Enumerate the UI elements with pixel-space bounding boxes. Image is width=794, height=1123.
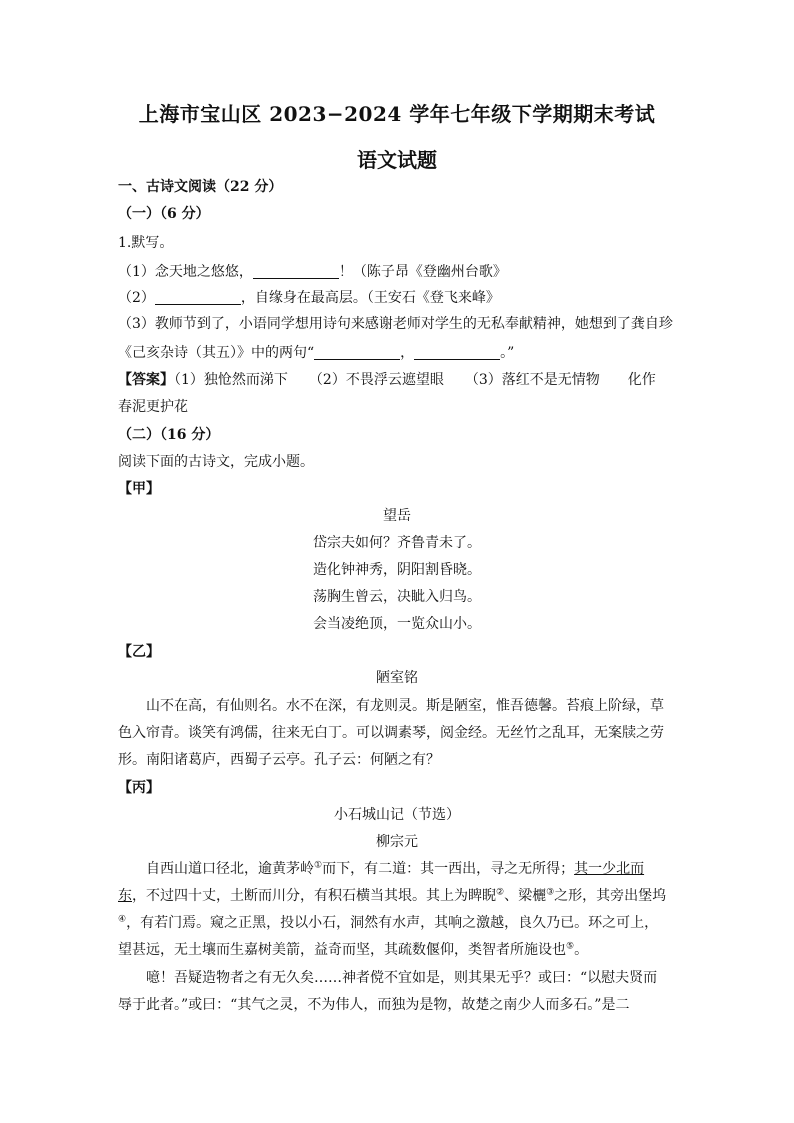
- exam-title: 上海市宝山区 2023−2024 学年七年级下学期期末考试: [138, 102, 656, 126]
- bing-label: 【丙】: [118, 780, 160, 796]
- essay-line: [118, 943, 588, 957]
- question-1: 1.默写。: [118, 235, 174, 251]
- footnote-marker: ②: [496, 887, 505, 898]
- answer-blank: [253, 264, 339, 279]
- essay-line: [118, 862, 644, 876]
- text-segment: 、梁欐: [504, 888, 547, 904]
- poem-line: 荡胸生曾云，决眦入归鸟。: [313, 589, 481, 605]
- text-segment: 自西山道口径北，逾黄茅岭: [118, 861, 314, 877]
- essay-line: 噫！吾疑造物者之有无久矣……神者傥不宜如是，则其果无乎？或曰：“以慰夫贤而: [118, 970, 658, 986]
- question-1-3-suffix: 。”: [500, 345, 515, 361]
- section-heading: 一、古诗文阅读（22 分）: [118, 179, 283, 195]
- text-segment: ，有若门焉。窥之正黑，投以小石，洞然有水声，其响之激越，良久乃已。环之可上，: [126, 915, 659, 931]
- question-1-1: [118, 264, 507, 279]
- text-segment: ，不过四十丈，土断而川分，有积石横当其垠。其上为睥睨: [132, 888, 496, 904]
- essay-line: 形。南阳诸葛庐，西蜀子云亭。孔子云：何陋之有？: [118, 752, 440, 768]
- yi-label: 【乙】: [118, 644, 160, 660]
- question-1-2: [118, 290, 500, 305]
- footnote-marker: ④: [118, 914, 127, 925]
- question-1-3-prefix: 《己亥杂诗（其五）》中的两句“: [118, 345, 315, 361]
- text-segment: 而下，有二道：其一西出，寻之无所得；: [322, 861, 575, 877]
- part2-intro: 阅读下面的古诗文，完成小题。: [118, 454, 314, 470]
- part2-heading: （二）（16 分）: [118, 427, 220, 443]
- answer-label: 【答案】: [118, 372, 174, 388]
- question-1-3-comma: ，: [400, 345, 415, 361]
- footnote-marker: ③: [546, 887, 555, 898]
- essay-line: 色入帘青。谈笑有鸿儒，往来无白丁。可以调素琴，阅金经。无丝竹之乱耳，无案牍之劳: [118, 725, 664, 741]
- essay-line: 辱于此者。”或曰：“其气之灵，不为伟人，而独为是物，故楚之南少人而多石。”是二: [118, 997, 630, 1013]
- answer-blank: [314, 345, 400, 360]
- poem-line: 岱宗夫如何？齐鲁青未了。: [313, 535, 481, 551]
- essay-author: 柳宗元: [376, 834, 418, 850]
- question-1-3-line2: [118, 345, 514, 360]
- poem-line: 会当凌绝顶，一览众山小。: [313, 616, 481, 632]
- exam-subtitle: 语文试题: [357, 148, 437, 172]
- poem-line: 造化钟神秀，阴阳割昏晓。: [313, 562, 481, 578]
- question-1-3-line1: （3）教师节到了，小语同学想用诗句来感谢老师对学生的无私奉献精神，她想到了龚自珍: [118, 316, 673, 332]
- question-1-2-prefix: （2）: [118, 290, 155, 306]
- answer-line1: [118, 373, 656, 387]
- essay-line: [118, 916, 658, 930]
- answer-text: （1）独怆然而涕下 （2）不畏浮云遮望眼 （3）落红不是无情物 化作: [174, 372, 656, 388]
- poem-title: 望岳: [383, 508, 411, 524]
- part1-heading: （一）（6 分）: [118, 206, 210, 222]
- jia-label: 【甲】: [118, 481, 160, 497]
- answer-line2: 春泥更护花: [118, 399, 188, 415]
- question-1-1-prefix: （1）念天地之悠悠，: [118, 264, 253, 280]
- text-segment: 。: [574, 942, 589, 958]
- text-segment: 望甚远，无土壤而生嘉树美箭，益奇而坚，其疏数偃仰，类智者所施设也: [118, 942, 566, 958]
- underlined-text: 东: [118, 888, 132, 904]
- essay-line: [118, 889, 666, 903]
- text-segment: 之形，其旁出堡坞: [554, 888, 667, 904]
- footnote-marker: ⑤: [566, 941, 575, 952]
- answer-blank: [414, 345, 500, 360]
- underlined-text: 其一少北而: [574, 861, 645, 877]
- answer-blank: [155, 290, 241, 305]
- footnote-marker: ①: [314, 860, 323, 871]
- question-1-1-suffix: ！（陈子昂《登幽州台歌》: [338, 264, 507, 280]
- question-1-2-suffix: ，自缘身在最高层。（王安石《登飞来峰》: [240, 290, 500, 306]
- essay-title: 小石城山记（节选）: [334, 807, 460, 823]
- essay-line: 山不在高，有仙则名。水不在深，有龙则灵。斯是陋室，惟吾德馨。苔痕上阶绿，草: [118, 698, 664, 714]
- essay-title: 陋室铭: [376, 670, 418, 686]
